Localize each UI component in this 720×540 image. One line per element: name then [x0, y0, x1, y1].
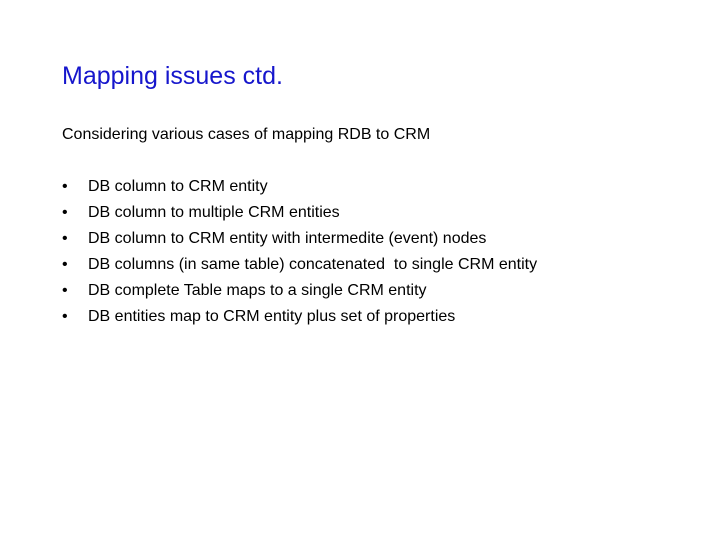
bullet-item — [62, 254, 538, 280]
bullet-text: DB column to CRM entity with intermedite (event) nodes — [88, 230, 487, 247]
bullet-icon: • — [62, 282, 68, 299]
bullet-item — [62, 280, 427, 306]
bullet-icon: • — [62, 308, 68, 325]
bullet-icon: • — [62, 256, 68, 273]
bullet-icon: • — [62, 178, 68, 195]
bullet-text: DB columns (in same table) concatenated to single CRM entity — [88, 256, 538, 273]
bullet-list — [62, 176, 538, 332]
bullet-item — [62, 228, 487, 254]
bullet-item — [62, 306, 456, 332]
bullet-text: DB complete Table maps to a single CRM entity — [88, 282, 427, 299]
bullet-icon: • — [62, 230, 68, 247]
bullet-icon: • — [62, 204, 68, 221]
bullet-text: DB entities map to CRM entity plus set of properties — [88, 308, 456, 325]
bullet-item — [62, 202, 340, 228]
bullet-text: DB column to multiple CRM entities — [88, 204, 340, 221]
intro-text: Considering various cases of mapping RDB to CRM — [62, 126, 431, 143]
bullet-text: DB column to CRM entity — [88, 178, 268, 195]
slide-title: Mapping issues ctd. — [62, 62, 283, 90]
bullet-item — [62, 176, 268, 202]
